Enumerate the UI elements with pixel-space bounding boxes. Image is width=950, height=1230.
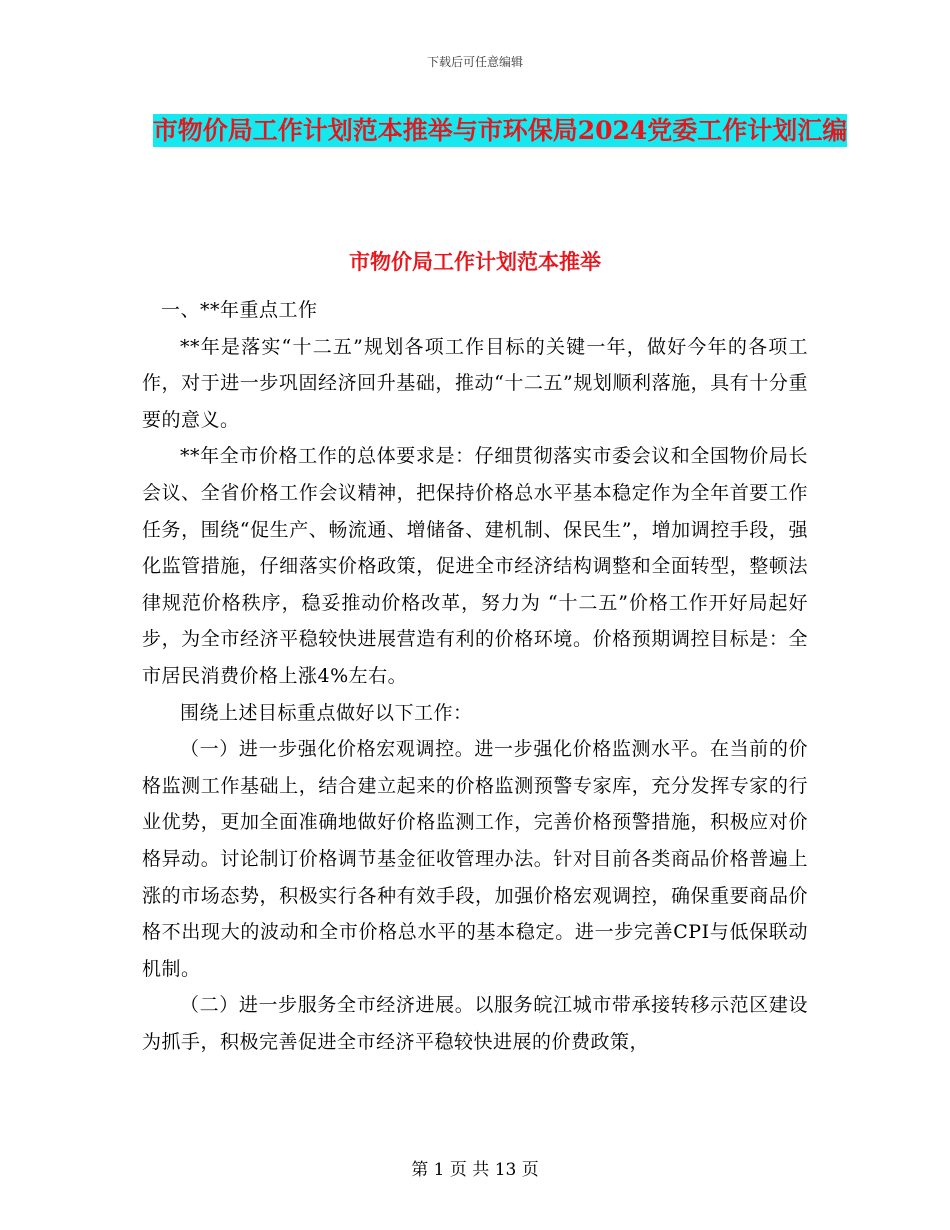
paragraph: **年全市价格工作的总体要求是：仔细贯彻落实市委会议和全国物价局长会议、全省价格工作会议精神，把保持价格总水平基本稳定作为全年首要工作任务，围绕“促生产、畅流通、增储备、建机制、保民生”，增加调控手段，强化监管措施，仔细落实价格政策，促进全市经济结构调整和全面转型，整顿法律规范价格秩序，稳妥推动价格改革，努力为 “十二五”价格工作开好局起好步，为全市经济平稳较快进展营造有利的价格环境。价格预期调控目标是：全市居民消费价格上涨4%左右。 bbox=[142, 445, 808, 687]
paragraph: 围绕上述目标重点做好以下工作： bbox=[180, 701, 473, 724]
page-number: 第 1 页 共 13 页 bbox=[411, 1160, 539, 1180]
paragraph-heading: 一、**年重点工作 bbox=[161, 299, 318, 321]
paragraph: **年是落实“十二五”规划各项工作目标的关键一年，做好今年的各项工作，对于进一步巩固经济回升基础，推动“十二五”规划顺利落施，具有十分重要的意义。 bbox=[142, 335, 808, 431]
paragraph: （二）进一步服务全市经济进展。以服务皖江城市带承接转移示范区建设为抓手，积极完善促进全市经济平稳较快进展的价费政策， bbox=[142, 994, 808, 1053]
document-body bbox=[142, 292, 808, 1060]
section-title: 市物价局工作计划范本推举 bbox=[349, 249, 601, 274]
paragraph: （一）进一步强化价格宏观调控。进一步强化价格监测水平。在当前的价格监测工作基础上，结合建立起来的价格监测预警专家库，充分发挥专家的行业优势，更加全面准确地做好价格监测工作，完善价格预警措施，积极应对价格异动。讨论制订价格调节基金征收管理办法。针对目前各类商品价格普遍上涨的市场态势，积极实行各种有效手段，加强价格宏观调控，确保重要商品价格不出现大的波动和全市价格总水平的基本稳定。进一步完善CPI与低保联动机制。 bbox=[142, 738, 808, 980]
header-note: 下载后可任意编辑 bbox=[426, 55, 523, 69]
document-title-text: 市物价局工作计划范本推举与市环保局2024党委工作计划汇编 bbox=[152, 116, 848, 145]
document-title bbox=[140, 108, 860, 154]
